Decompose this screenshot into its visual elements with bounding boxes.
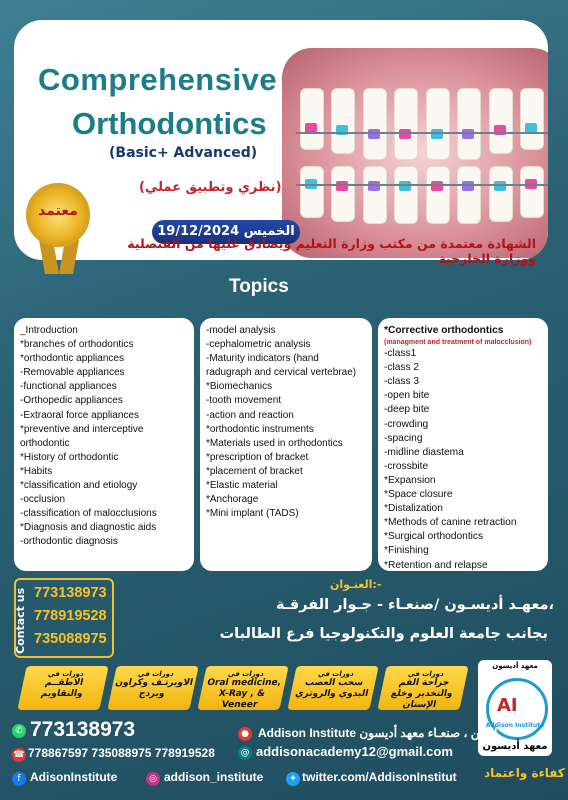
hero-card (14, 20, 548, 260)
institute-address: Addison Institute اليمن ، صنعـاء معهد أديسون (258, 726, 498, 740)
topic-item: -occlusion (20, 494, 66, 506)
topic-item: *orthodontic instruments (206, 423, 314, 435)
topic-heading: *Corrective orthodontics (384, 325, 504, 336)
topics-heading: Topics (229, 276, 289, 297)
lower-teeth (300, 166, 544, 226)
contact-label: Contact us (14, 587, 27, 654)
topic-item: -crowding (384, 418, 429, 430)
topic-item: *orthodontic appliances (20, 353, 124, 365)
instagram-handle[interactable]: addison_institute (164, 770, 264, 784)
topic-item: -tooth movement (206, 395, 282, 407)
logo-name: Addison Institute (485, 722, 545, 729)
topic-item: *Mini implant (TADS) (206, 508, 299, 520)
certificate-note: الشهادة معتمدة من مكتب وزارة التعليم ويصادق عليها من القنصلية ووزارة الخارجية (127, 236, 536, 266)
course-badges (12, 666, 468, 716)
upper-teeth (300, 88, 544, 158)
email-icon: @ (238, 746, 252, 760)
topic-item: *Space closure (384, 489, 453, 501)
topic-item: -deep bite (384, 404, 430, 416)
title-line1: Comprehensive (38, 62, 278, 97)
topic-item: -crossbite (384, 460, 429, 472)
topic-item: *prescription of bracket (206, 451, 309, 463)
topic-item: -classification of malocclusions (20, 508, 157, 520)
topic-item: -Orthopedic appliances (20, 395, 123, 407)
course-badge (17, 666, 108, 710)
topic-item: -cephalometric analysis (206, 339, 311, 351)
topic-item: *Retention and relapse (384, 559, 488, 571)
topic-item: _Introduction (20, 325, 78, 336)
location-pin-icon: ● (238, 727, 252, 741)
topic-item: -open bite (384, 390, 430, 402)
subtitle: (Basic+ Advanced) (109, 145, 258, 161)
topics-column-3 (378, 318, 548, 571)
course-title: دورات في (317, 670, 355, 678)
logo-top-text: معهد أديسون (492, 662, 538, 670)
topic-item: *placement of bracket (206, 465, 303, 477)
address-line1: معهـد أديسـون /صنعـاء - جـوار الفرقـة، (275, 597, 554, 613)
address-line2: بجانب جامعة العلوم والتكنولوجيا فرع الطالبات (219, 626, 548, 642)
course-value: جراحة الفم والتخدير وخلع الإسنان (389, 678, 454, 710)
topic-item: -class 3 (384, 376, 420, 388)
topic-item: *Expansion (384, 474, 436, 486)
institute-logo (478, 660, 552, 756)
twitter-link[interactable]: twitter.com/AddisonInstitut (302, 770, 457, 784)
topic-item: -model analysis (206, 325, 276, 336)
topics-column-2 (200, 318, 372, 571)
approved-label: معتمد (38, 203, 78, 219)
topic-item: *Materials used in orthodontics (206, 437, 343, 449)
topic-item: *preventive and interceptive (20, 423, 144, 435)
phone-list (34, 582, 107, 651)
main-phone[interactable]: 773138973 (30, 718, 136, 741)
course-value: الاويرتـف وكراون وبردج (114, 678, 194, 699)
address-title: العنـوان:- (330, 578, 382, 591)
topic-item: -Maturity indicators (hand (206, 353, 319, 365)
topic-item: *classification and etiology (20, 480, 138, 492)
whatsapp-icon[interactable]: ✆ (12, 724, 26, 738)
facebook-handle[interactable]: AdisonInstitute (30, 770, 118, 784)
topic-item: *Diagnosis and diagnostic aids (20, 522, 157, 534)
contact-box (14, 578, 114, 658)
topic-item: *Biomechanics (206, 381, 273, 393)
topic-item: *branches of orthodontics (20, 339, 134, 351)
topic-item: *Elastic material (206, 480, 278, 492)
email-address[interactable]: addisonacademy12@gmail.com (256, 744, 453, 759)
arabic-subtitle: (نظري وتطبيق عملي) (139, 180, 282, 195)
topic-item: *Surgical orthodontics (384, 531, 484, 543)
title-line2: Orthodontics (72, 106, 267, 141)
twitter-icon[interactable]: ✦ (286, 772, 300, 786)
course-badge (107, 666, 198, 710)
phone-number[interactable]: 778919528 (34, 608, 107, 624)
topic-item: -action and reaction (206, 409, 294, 421)
course-badge (197, 666, 288, 710)
topic-item: -Extraoral force appliances (20, 409, 139, 421)
topic-note: (managment and treatment of malocclusion) (384, 339, 532, 347)
logo-bottom-text: معهد أديسون (482, 741, 548, 752)
topic-item: *Finishing (384, 545, 429, 557)
course-title: دورات في (47, 670, 85, 678)
course-value: Oral medicine, X-Ray , & Veneer (206, 678, 283, 710)
topic-item: -functional appliances (20, 381, 117, 393)
facebook-icon[interactable]: f (12, 772, 26, 786)
course-value: سحب العصب البدوي والروتري (294, 678, 370, 699)
topic-item: -midline diastema (384, 446, 464, 458)
topic-item: *Habits (20, 465, 53, 477)
phone-icon: ☎ (13, 750, 25, 760)
topic-item: -spacing (384, 432, 423, 444)
topic-item: -orthodontic diagnosis (20, 536, 118, 548)
topics-column-1 (14, 318, 194, 571)
course-badge (377, 666, 468, 710)
topic-item: -class1 (384, 348, 417, 360)
topic-item: -class 2 (384, 362, 420, 374)
topic-item: *Anchorage (206, 494, 259, 506)
topic-item: *Methods of canine retraction (384, 517, 517, 529)
course-title: دورات في (407, 670, 445, 678)
phone-number[interactable]: 773138973 (34, 585, 107, 601)
phone-number[interactable]: 735088975 (34, 631, 107, 647)
logo-mark: AI (497, 695, 518, 716)
topic-item: *Distalization (384, 503, 443, 515)
approved-medal-icon (26, 183, 90, 247)
braces-photo (282, 48, 548, 258)
other-phones[interactable]: 778867597 735088975 778919528 (28, 746, 215, 760)
date-badge: الخميس 19/12/2024 (152, 220, 300, 244)
course-badge (287, 666, 378, 710)
course-title: دورات في (227, 670, 265, 678)
slogan: كفاءة واعتماد (484, 766, 565, 780)
topic-item: orthodontic (20, 437, 70, 449)
course-value: الاطقــم والتقاويم (39, 678, 85, 699)
instagram-icon[interactable]: ◎ (146, 772, 160, 786)
course-title: دورات في (137, 670, 175, 678)
topic-item: *History of orthodontic (20, 451, 119, 463)
topic-item: radugraph and cervical vertebrae) (206, 367, 357, 379)
topic-item: -Removable appliances (20, 367, 125, 379)
